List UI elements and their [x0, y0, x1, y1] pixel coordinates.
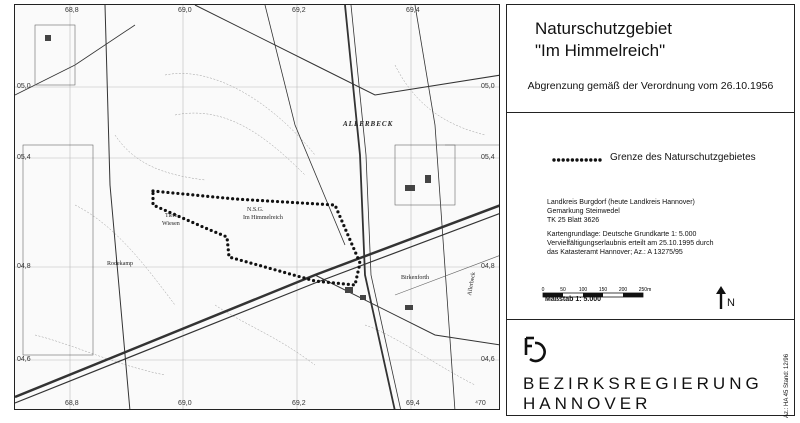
info-line-1: Landkreis Burgdorf (heute Landkreis Hannover) — [547, 199, 695, 206]
organization-section — [507, 319, 794, 415]
grid-label-left-3: 04,8 — [17, 263, 31, 270]
grid-label-left-4: 04,6 — [17, 356, 31, 363]
organization-line-1: BEZIRKSREGIERUNG — [523, 374, 763, 393]
grid-label-right-2: 05,4 — [481, 154, 495, 161]
info-line-4: Kartengrundlage: Deutsche Grundkarte 1: 5.000 — [547, 231, 697, 238]
scale-tick-1: 50 — [560, 287, 566, 293]
road-label-allerbeck: Allerbeck — [467, 271, 478, 297]
nsg-name-label: Im Himmelreich — [243, 215, 283, 221]
buildings — [45, 35, 431, 310]
title-line-2: "Im Himmelreich" — [535, 41, 666, 60]
field-label-tiefe: Tiefe — [165, 213, 178, 219]
nsg-label: N.S.G. — [247, 207, 264, 213]
grid-label-top-1: 68,8 — [65, 7, 79, 14]
title-line-1: Naturschutzgebiet — [535, 19, 673, 38]
info-panel — [506, 4, 795, 416]
map-frame[interactable] — [14, 4, 500, 410]
scale-tick-2: 100 — [578, 287, 588, 293]
north-arrow-icon — [715, 286, 727, 310]
scale-tick-5: 250m — [638, 287, 652, 293]
info-line-3: TK 25 Blatt 3626 — [547, 217, 600, 224]
north-label: N — [727, 297, 735, 309]
scale-tick-4: 200 — [618, 287, 628, 293]
side-reference-text: Az.: HA 45 Stand: 12/96 — [784, 353, 790, 418]
bezirksregierung-logo-icon — [523, 335, 549, 363]
north-indicator — [715, 286, 745, 312]
title-section — [507, 5, 794, 113]
grid-label-right-1: 05,0 — [481, 83, 495, 90]
scale-tick-3: 150 — [598, 287, 608, 293]
side-reference — [784, 330, 794, 420]
village-label: ALLERBECK — [343, 120, 394, 128]
scale-label: Maßstab 1: 5.000 — [545, 296, 602, 303]
grid-label-left-2: 05,4 — [17, 154, 31, 161]
grid-label-bottom-2: 69,0 — [178, 400, 192, 407]
grid-label-bottom-1: 68,8 — [65, 400, 79, 407]
info-line-5: Vervielfältigungserlaubnis erteilt am 25.10.1995 durch — [547, 240, 714, 247]
field-label-birkenforth: Birkenforth — [401, 275, 429, 281]
grid-label-bottom-4: 69,4 — [406, 400, 420, 407]
scale-tick-0: 0 — [541, 287, 545, 293]
subtitle: Abgrenzung gemäß der Verordnung vom 26.10.1956 — [527, 80, 774, 92]
grid-label-top-2: 69,0 — [178, 7, 192, 14]
contour-lines — [35, 65, 485, 385]
legend-dotted-line-icon — [551, 157, 603, 163]
info-line-2: Gemarkung Steinwedel — [547, 208, 620, 215]
field-boundaries — [23, 25, 500, 355]
grid-label-bottom-3: 69,2 — [292, 400, 306, 407]
legend-section — [507, 112, 794, 320]
field-label-rodekamp: Rodekamp — [107, 261, 133, 267]
grid-label-right-4: 04,6 — [481, 356, 495, 363]
field-label-wiesen: Wiesen — [162, 221, 180, 227]
grid-label-top-3: 69,2 — [292, 7, 306, 14]
organization-line-2: HANNOVER — [523, 394, 652, 413]
grid-label-left-1: 05,0 — [17, 83, 31, 90]
info-line-6: das Katasteramt Hannover; Az.: A 13275/95 — [547, 249, 683, 256]
grid-label-top-4: 69,4 — [406, 7, 420, 14]
grid-label-right-3: 04,8 — [481, 263, 495, 270]
grid-label-bottom-5: ⁴70 — [475, 400, 486, 407]
legend-boundary-label: Grenze des Naturschutzgebietes — [610, 152, 756, 163]
